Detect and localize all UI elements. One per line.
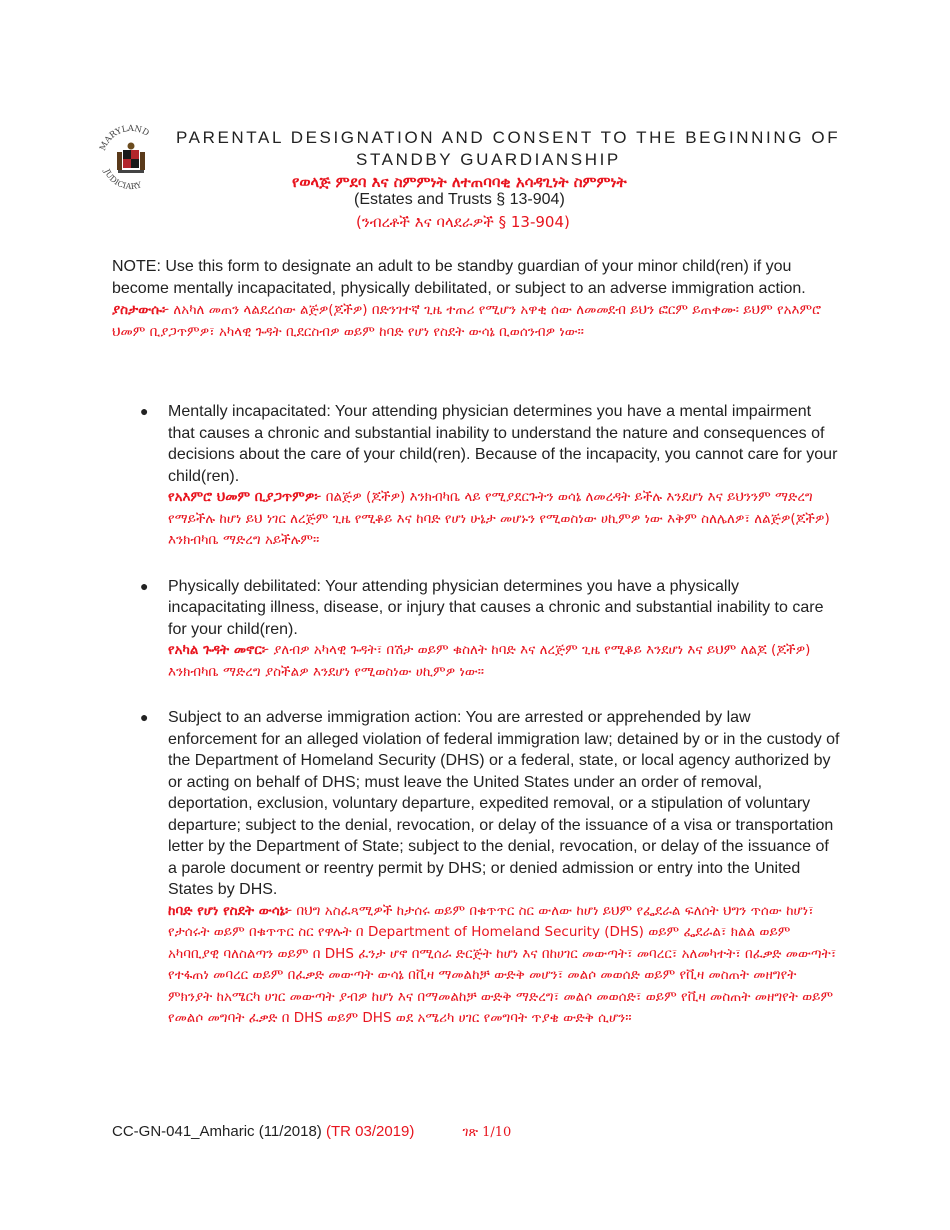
list-item: [140, 401, 840, 552]
bullet-amharic: [168, 487, 840, 552]
bullet-amharic: [168, 640, 840, 683]
note-amharic-label: ያስታውሱ፦: [112, 302, 170, 318]
note-section: [112, 256, 832, 343]
bullet-icon: ●: [140, 709, 149, 725]
list-item: [140, 707, 840, 1030]
condition-list: [140, 401, 840, 1030]
bullet-english: Physically debilitated: Your attending physician determines you have a physically incapacitating illness, disease, or injury that causes a chronic and substantial inability to care for your child(ren).: [168, 577, 824, 638]
bullet-english: Mentally incapacitated: Your attending physician determines you have a mental impairment that causes a chronic and substantial inability to understand the nature and consequences of decisions about the care of your child(ren). Because of the incapacity, you cannot care for your child(ren).: [168, 403, 838, 485]
bullet-amharic-label: የአእምሮ ህመም ቢያጋጥምዎ፦: [168, 489, 322, 505]
bullet-amharic: [168, 901, 840, 1030]
page-footer: [112, 1123, 511, 1140]
maryland-judiciary-seal: [96, 118, 166, 198]
bullet-icon: ●: [140, 577, 149, 594]
bullet-english: Subject to an adverse immigration action: You are arrested or apprehended by law enforcement for an alleged violation of federal immigration law; detained by or in the custody of the Department of Homeland Security (DHS) or a federal, state, or local agency authorized by or acting on behalf of DHS; must leave the United States under an order of removal, deportation, exclusion, voluntary departure, expedited removal, or a stipulation of voluntary departure; subject to the denial, revocation, or delay of the issuance of a visa or transportation letter by the Department of State; subject to the denial, revocation, or delay of the issuance of a parole document or reentry permit by DHS; or denied admission or entry into the United States by DHS.: [168, 709, 840, 898]
seal-graphic: [96, 118, 166, 198]
bullet-amharic-text: ያለብዎ አካላዊ ጉዳት፣ በሽታ ወይም ቁስለት ከባድ እና ለረጅም ጊዜ የሚቆይ እንደሆነ እና ይህም ለልጆ (ጆችዎ) እንክብካቤ ማድረግ ያስችልዎ እንደሆነ የሚወስነው ሀኪምዎ ነው።: [168, 642, 811, 680]
note-amharic: [112, 300, 832, 343]
page-number: ገጽ 1/10: [462, 1125, 512, 1140]
bullet-amharic-text: በህግ አስፈጻሚዎች ከታሰሩ ወይም በቁጥጥር ስር ውለው ከሆነ ይህም የፌደራል ፍለሰት ህግን ጥሰው ከሆነ፣ የታሰሩት ወይም በቁጥጥር ስር የዋሉት በ Department of Homeland Security (DHS) ወይም ፌደራል፣ ክልል ወይም አካባቢያዊ ባለስልጣን ወይም በ DHS ፈንታ ሆኖ በሚሰራ ድርጅት ከሆነ እና በከሀገር መውጣት፣ መባረር፣ አለመካተት፣ በፈቃድ መውጣት፣ የተፋጠነ መባረር ወይም በፈቃድ መውጣት ውሳኔ በቪዛ ማመልከቻ ውድቅ መሆን፣ መልሶ መወሰድ ወይም የቪዛ መስጠት መዘግየት ምክንያት ከአሜርካ ሀገር መውጣት ያብዎ ከሆነ እና በማመልከቻ ውድቅ ማድረግ፣ መልሶ መወሰድ፣ ወይም የቪዛ መስጠት መዘግየት ወይም የመልሶ መግባት ፈቃድ በ DHS ወይም DHS ወደ አሜሪካ ሀገር የመግባት ጥያቄ ውድቅ ሲሆን።: [168, 902, 837, 1026]
seal-text-top: MARYLAND: [98, 123, 151, 153]
title-amharic: የወላጅ ምደባ እና ስምምነት ለተጠባባቂ አሳዳጊነት ስምምነት: [292, 173, 627, 191]
title-line-2: STANDBY GUARDIANSHIP: [356, 150, 621, 169]
bullet-icon: ●: [140, 403, 149, 419]
list-item: [140, 576, 840, 684]
note-english: NOTE: Use this form to designate an adult to be standby guardian of your minor child(ren) if you become mentally incapacitated, physically debilitated, or subject to an adverse immigration action.: [112, 258, 806, 297]
law-reference-amharic: (ንብረቶች እና ባላደራዎች § 13-904): [356, 213, 570, 231]
law-reference: (Estates and Trusts § 13-904): [354, 191, 565, 208]
seal-text-bottom: JUDICIARY: [102, 167, 143, 192]
form-id: CC-GN-041_Amharic (11/2018): [112, 1123, 322, 1140]
translation-date: (TR 03/2019): [325, 1123, 415, 1140]
bullet-amharic-text: በልጅዎ (ጆችዎ) እንክብካቤ ላይ የሚያደርጉትን ወሳኔ ለመረዳት ይችሉ እንደሆነ እና ይህንንም ማድረግ የማይችሉ ከሆነ ይህ ነገር ለረጅም ጊዜ የሚቆይ እና ከባድ የሆነ ሁኔታ መሆኑን የሚወስነው ሀኪምዎ ነው እቅም ስለሌለዎ፣ ለልጅዎ(ጆችዎ) እንክብካቤ ማድረግ አይችሉም።: [168, 489, 830, 548]
bullet-amharic-label: የአካል ጉዳት መኖር፦: [168, 642, 269, 658]
title-line-1: PARENTAL DESIGNATION AND CONSENT TO THE BEGINNING OF: [176, 128, 841, 147]
note-amharic-text: ለአካለ መጠን ላልደረሰው ልጅዎ(ጆችዎ) በድንገተኛ ጊዜ ተጠሪ የሚሆን አዋቂ ሰው ለመመደብ ይህን ፎርም ይጠቀሙ፡ ይህም የአእምሮ ህመም ቢያጋጥምዎ፣ አካላዊ ጉዳት ቢደርስብዎ ወይም ከባድ የሆነ የስደት ውሳኔ ቢወሰንብዎ ነው።: [112, 302, 822, 340]
bullet-amharic-label: ከባድ የሆነ የስደት ውሳኔ፦: [168, 902, 293, 919]
